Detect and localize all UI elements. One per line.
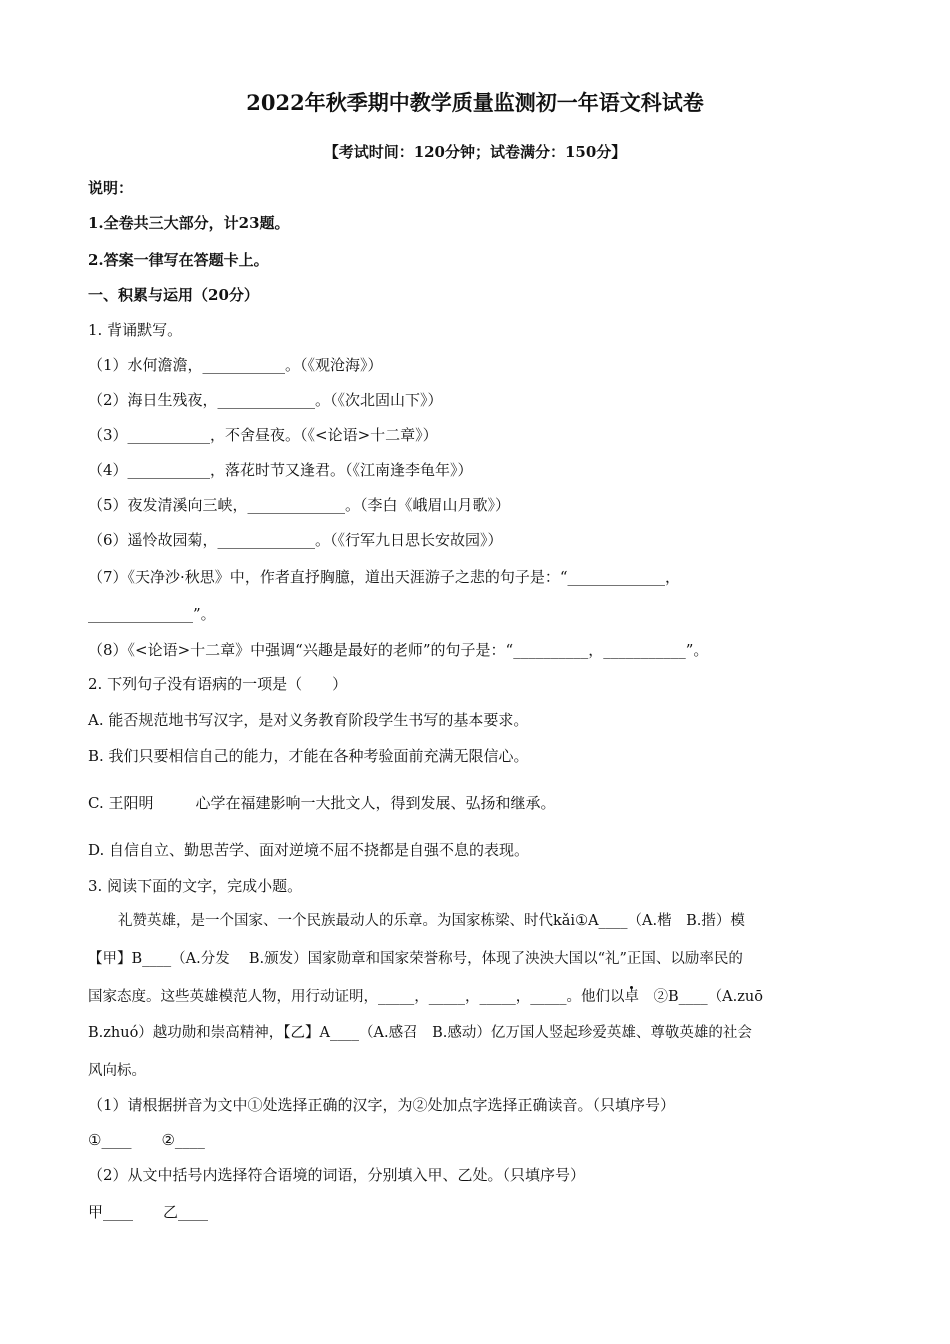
- q3-stem: 3. 阅读下面的文字，完成小题。: [88, 877, 303, 895]
- q2-option-c-text: 心学在福建影响一大批文人，得到发展、弘扬和继承。: [195, 794, 556, 812]
- q3-passage-line-3: [88, 987, 763, 1007]
- q1-item-1: （1）水何澹澹，___________。（《观沧海》）: [88, 356, 383, 374]
- q3-passage-line-2: 【甲】B____（A.分发 B.颁发）国家勋章和国家荣誉称号，体现了泱泱大国以“礼”正国、以励率民的: [88, 951, 743, 967]
- note-1: 1.全卷共三大部分，计23题。: [88, 214, 290, 232]
- q3-passage-line-3-end: ②B____（A.zuō: [639, 989, 763, 1005]
- q1-item-4: （4）___________，落花时节又逢君。（《江南逢李龟年》）: [88, 461, 473, 479]
- q3-passage-line-3-text: 国家态度。这些英雄模范人物，用行动证明，_____，_____，_____，_____。他们以: [88, 989, 625, 1005]
- q3-sub-1-answers: ①____ ②____: [88, 1131, 205, 1149]
- q1-item-6: （6）遥怜故园菊，_____________。（《行军九日思长安故园》）: [88, 531, 503, 549]
- q1-item-7a: （7）《天净沙·秋思》中，作者直抒胸臆，道出天涯游子之悲的句子是：“_____________，: [88, 568, 680, 586]
- section-1-heading: 一、积累与运用（20分）: [88, 286, 259, 304]
- q1-stem: 1. 背诵默写。: [88, 321, 183, 339]
- dotted-character: 卓: [624, 989, 639, 1005]
- note-2: 2.答案一律写在答题卡上。: [88, 251, 269, 269]
- q2-option-b: B. 我们只要相信自己的能力，才能在各种考验面前充满无限信心。: [88, 747, 529, 765]
- q3-passage-line-1: 礼赞英雄，是一个国家、一个民族最动人的乐章。为国家栋梁、时代kǎi①A____（A.楷 B.揩）模: [118, 913, 745, 929]
- q2-option-c-prefix: C. 王阳明: [88, 794, 154, 812]
- q2-option-c: [88, 793, 556, 813]
- q3-passage-line-4: B.zhuó）越功勋和崇高精神，【乙】A____（A.感召 B.感动）亿万国人竖起珍爱英雄、尊敬英雄的社会: [88, 1025, 752, 1041]
- q3-sub-1: （1）请根据拼音为文中①处选择正确的汉字，为②处加点字选择正确读音。（只填序号）: [88, 1096, 676, 1114]
- notes-heading: 说明：: [88, 179, 134, 197]
- q2-stem: 2. 下列句子没有语病的一项是（ ）: [88, 675, 348, 693]
- q3-passage-line-5: 风向标。: [88, 1063, 146, 1079]
- q3-sub-2: （2）从文中括号内选择符合语境的词语，分别填入甲、乙处。（只填序号）: [88, 1166, 586, 1184]
- q3-sub-2-answers: 甲____ 乙____: [88, 1203, 209, 1221]
- q2-option-a: A. 能否规范地书写汉字，是对义务教育阶段学生书写的基本要求。: [88, 711, 529, 729]
- exam-subtitle: 【考试时间：120分钟；试卷满分：150分】: [323, 143, 627, 161]
- q2-option-d: D. 自信自立、勤思苦学、面对逆境不屈不挠都是自强不息的表现。: [88, 841, 530, 859]
- q1-item-2: （2）海日生残夜，_____________。（《次北固山下》）: [88, 391, 443, 409]
- q1-item-8: （8）《<论语>十二章》中强调“兴趣是最好的老师”的句子是：“__________，___________”。: [88, 641, 709, 659]
- q1-item-3: （3）___________，不舍昼夜。（《<论语>十二章》）: [88, 426, 438, 444]
- exam-title: 2022年秋季期中教学质量监测初一年语文科试卷: [246, 90, 704, 115]
- q1-item-7b: ______________”。: [88, 605, 216, 623]
- q1-item-5: （5）夜发清溪向三峡，_____________。（李白《峨眉山月歌》）: [88, 496, 511, 514]
